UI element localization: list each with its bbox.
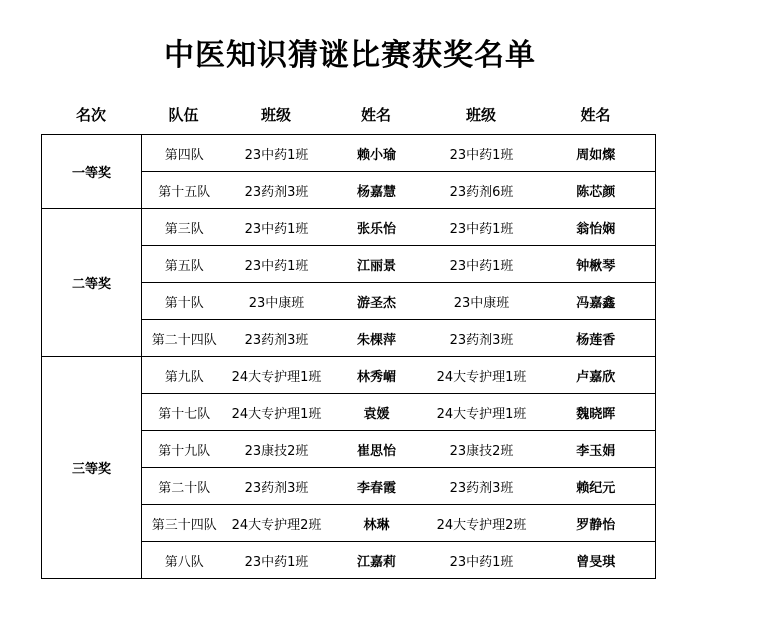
class-cell: 23药剂3班 — [227, 468, 327, 505]
name-cell: 周如燦 — [537, 135, 656, 172]
name-cell: 游圣杰 — [327, 283, 427, 320]
class-cell: 23药剂6班 — [427, 172, 537, 209]
name-cell: 张乐怡 — [327, 209, 427, 246]
class-cell: 24大专护理1班 — [427, 357, 537, 394]
name-cell: 罗静怡 — [537, 505, 656, 542]
class-cell: 24大专护理2班 — [427, 505, 537, 542]
team-cell: 第三队 — [142, 209, 227, 246]
team-cell: 第十九队 — [142, 431, 227, 468]
name-cell: 李春霞 — [327, 468, 427, 505]
header-team: 队伍 — [168, 106, 199, 124]
class-cell: 23中康班 — [427, 283, 537, 320]
name-cell: 江丽景 — [327, 246, 427, 283]
name-cell: 袁媛 — [327, 394, 427, 431]
class-cell: 23药剂3班 — [227, 172, 327, 209]
team-cell: 第十五队 — [142, 172, 227, 209]
name-cell: 卢嘉欣 — [537, 357, 656, 394]
name-cell: 江嘉莉 — [327, 542, 427, 579]
name-cell: 钟楸琴 — [537, 246, 656, 283]
header-class-1: 班级 — [260, 106, 291, 124]
table-row — [42, 357, 656, 394]
award-table — [41, 134, 656, 579]
class-cell: 23中药1班 — [227, 542, 327, 579]
name-cell: 林琳 — [327, 505, 427, 542]
class-cell: 23康技2班 — [427, 431, 537, 468]
class-cell: 23药剂3班 — [427, 468, 537, 505]
name-cell: 杨莲香 — [537, 320, 656, 357]
table-row — [42, 209, 656, 246]
class-cell: 24大专护理1班 — [227, 357, 327, 394]
name-cell: 林秀嵋 — [327, 357, 427, 394]
rank-cell: 二等奖 — [42, 209, 142, 357]
name-cell: 魏晓晖 — [537, 394, 656, 431]
name-cell: 李玉娟 — [537, 431, 656, 468]
name-cell: 杨嘉慧 — [327, 172, 427, 209]
team-cell: 第十七队 — [142, 394, 227, 431]
class-cell: 23中药1班 — [227, 135, 327, 172]
header-name-1: 姓名 — [360, 106, 391, 124]
class-cell: 23中药1班 — [427, 209, 537, 246]
header-name-2: 姓名 — [580, 106, 611, 124]
name-cell: 赖纪元 — [537, 468, 656, 505]
team-cell: 第三十四队 — [142, 505, 227, 542]
header-class-2: 班级 — [465, 106, 496, 124]
class-cell: 23中药1班 — [227, 246, 327, 283]
rank-cell: 三等奖 — [42, 357, 142, 579]
team-cell: 第五队 — [142, 246, 227, 283]
name-cell: 翁怡娴 — [537, 209, 656, 246]
name-cell: 冯嘉鑫 — [537, 283, 656, 320]
class-cell: 24大专护理1班 — [427, 394, 537, 431]
name-cell: 朱棵萍 — [327, 320, 427, 357]
name-cell: 崔思怡 — [327, 431, 427, 468]
class-cell: 23药剂3班 — [227, 320, 327, 357]
class-cell: 23药剂3班 — [427, 320, 537, 357]
name-cell: 曾旻琪 — [537, 542, 656, 579]
class-cell: 23中康班 — [227, 283, 327, 320]
rank-cell: 一等奖 — [42, 135, 142, 209]
name-cell: 陈芯颜 — [537, 172, 656, 209]
team-cell: 第二十四队 — [142, 320, 227, 357]
name-cell: 赖小瑜 — [327, 135, 427, 172]
team-cell: 第四队 — [142, 135, 227, 172]
class-cell: 24大专护理1班 — [227, 394, 327, 431]
class-cell: 23中药1班 — [427, 246, 537, 283]
class-cell: 23中药1班 — [427, 135, 537, 172]
class-cell: 23中药1班 — [227, 209, 327, 246]
table-row — [42, 135, 656, 172]
team-cell: 第二十队 — [142, 468, 227, 505]
team-cell: 第九队 — [142, 357, 227, 394]
team-cell: 第八队 — [142, 542, 227, 579]
award-table-body — [42, 135, 656, 579]
team-cell: 第十队 — [142, 283, 227, 320]
header-rank: 名次 — [75, 106, 106, 124]
page-title: 中医知识猜谜比赛获奖名单 — [164, 38, 536, 73]
class-cell: 24大专护理2班 — [227, 505, 327, 542]
class-cell: 23康技2班 — [227, 431, 327, 468]
class-cell: 23中药1班 — [427, 542, 537, 579]
